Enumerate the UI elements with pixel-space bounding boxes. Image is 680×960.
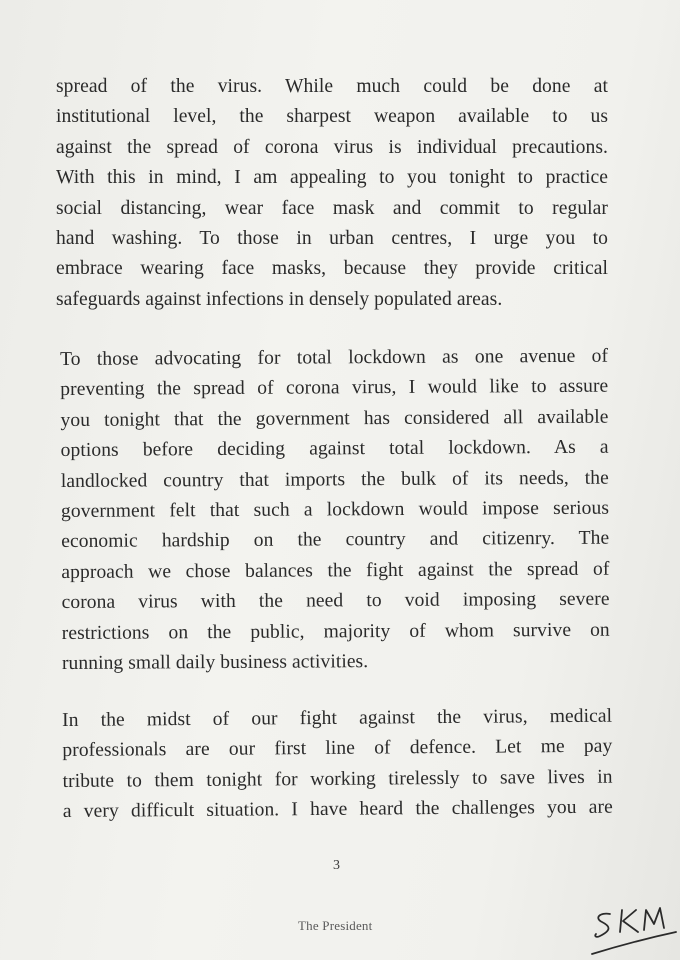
text-line: preventing the spread of corona virus, I would like to assure	[60, 376, 609, 401]
paragraph-3	[62, 702, 613, 828]
text-line: against the spread of corona virus is individual precautions.	[56, 136, 608, 158]
text-line: running small daily business activities.	[61, 651, 369, 675]
text-line: To those advocating for total lockdown as one avenue of	[60, 345, 609, 370]
text-line: embrace wearing face masks, because they provide critical	[56, 258, 608, 280]
text-line: options before deciding against total lockdown. As a	[60, 436, 609, 462]
signature-mark	[588, 902, 678, 958]
footer-title: The President	[298, 918, 373, 933]
text-line: economic hardship on the country and citizenry. The	[61, 528, 610, 553]
text-line: professionals are our first line of defence. Let me pay	[62, 736, 613, 762]
page-number: 3	[333, 858, 340, 873]
text-line: restrictions on the public, majority of whom survive on	[61, 619, 610, 644]
text-line: spread of the virus. While much could be done at	[56, 76, 608, 97]
text-line: corona virus with the need to void imposing severe	[61, 588, 610, 614]
text-line: government felt that such a lockdown would impose serious	[60, 497, 610, 523]
text-line: With this in mind, I am appealing to you tonight to practice	[56, 167, 608, 189]
text-line: social distancing, wear face mask and commit to regular	[56, 197, 608, 219]
text-line: institutional level, the sharpest weapon available to us	[56, 106, 608, 128]
text-line: a very difficult situation. I have heard the challenges you are	[62, 796, 613, 823]
text-line: hand washing. To those in urban centres, I urge you to	[56, 228, 608, 250]
text-line: you tonight that the government has considered all available	[60, 406, 609, 431]
paragraph-2	[60, 342, 610, 680]
text-line: landlocked country that imports the bulk of its needs, the	[60, 467, 609, 492]
text-line: safeguards against infections in densely populated areas.	[56, 288, 503, 310]
text-line: approach we chose balances the fight against the spread of	[61, 558, 610, 583]
text-line: tribute to them tonight for working tirelessly to save lives in	[62, 766, 613, 792]
text-line: In the midst of our fight against the virus, medical	[62, 705, 613, 731]
paragraph-1	[56, 72, 608, 315]
